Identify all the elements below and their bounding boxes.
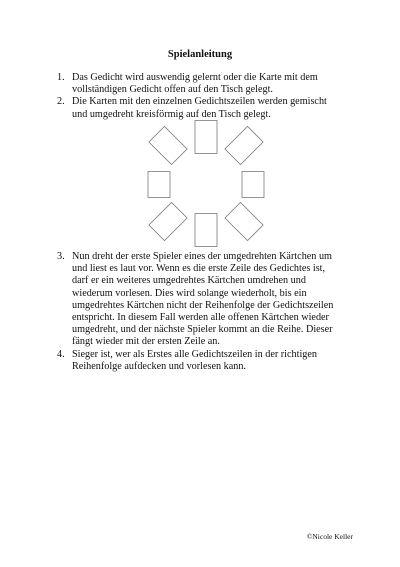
step-line: fängt wieder mit der ersten Zeile an. xyxy=(72,336,220,348)
step-line: entspricht. In diesem Fall werden alle offenen Kärtchen wieder xyxy=(72,312,329,324)
card-right xyxy=(242,172,264,198)
card-top-right xyxy=(225,126,263,164)
step-line: umgedreht, und der nächste Spieler kommt an die Reihe. Dieser xyxy=(72,324,333,336)
step-line: Die Karten mit den einzelnen Gedichtszeilen werden gemischt xyxy=(72,96,327,108)
card-circle-diagram xyxy=(146,120,266,247)
card-left xyxy=(148,172,170,198)
step-line: Reihenfolge aufdecken und vorlesen kann. xyxy=(72,360,246,372)
step-line: und liest es laut vor. Wenn es die erste Zeile des Gedichtes ist, xyxy=(72,263,326,275)
step-number: 4. xyxy=(57,348,65,360)
step-line: Sieger ist, wer als Erstes alle Gedichtszeilen in der richtigen xyxy=(72,348,317,360)
step-line: darf er ein weiteres umgedrehtes Kärtchen umdrehen und xyxy=(72,275,306,287)
card-circle-icon xyxy=(146,120,266,247)
step-item xyxy=(57,349,367,373)
step-line: Nun dreht der erste Spieler eines der umgedrehten Kärtchen um xyxy=(72,251,332,262)
card-bottom-left xyxy=(149,202,187,240)
instruction-list-bottom xyxy=(57,251,367,373)
step-line: wiederum vorlesen. Dies wird solange wiederholt, bis ein xyxy=(72,287,307,299)
step-line: vollständigen Gedicht offen auf den Tisch gelegt. xyxy=(72,84,273,96)
step-number: 2. xyxy=(57,96,65,108)
step-line: Das Gedicht wird auswendig gelernt oder die Karte mit dem xyxy=(72,72,318,83)
card-bottom-right xyxy=(225,202,263,240)
card-top xyxy=(195,121,217,154)
step-item xyxy=(57,251,367,349)
step-number: 3. xyxy=(57,251,65,262)
step-line: umgedrehtes Kärtchen nicht der Reihenfolge der Gedichtszeilen xyxy=(72,299,334,311)
step-number: 1. xyxy=(57,72,65,83)
card-bottom xyxy=(195,214,217,247)
instruction-list-top xyxy=(57,72,367,121)
copyright-footer: ©Nicole Keller xyxy=(306,532,353,541)
step-item xyxy=(57,72,367,96)
step-item xyxy=(57,96,367,120)
card-top-left xyxy=(149,126,187,164)
step-line: und umgedreht kreisförmig auf den Tisch gelegt. xyxy=(72,108,271,120)
page-title: Spielanleitung xyxy=(167,49,233,60)
